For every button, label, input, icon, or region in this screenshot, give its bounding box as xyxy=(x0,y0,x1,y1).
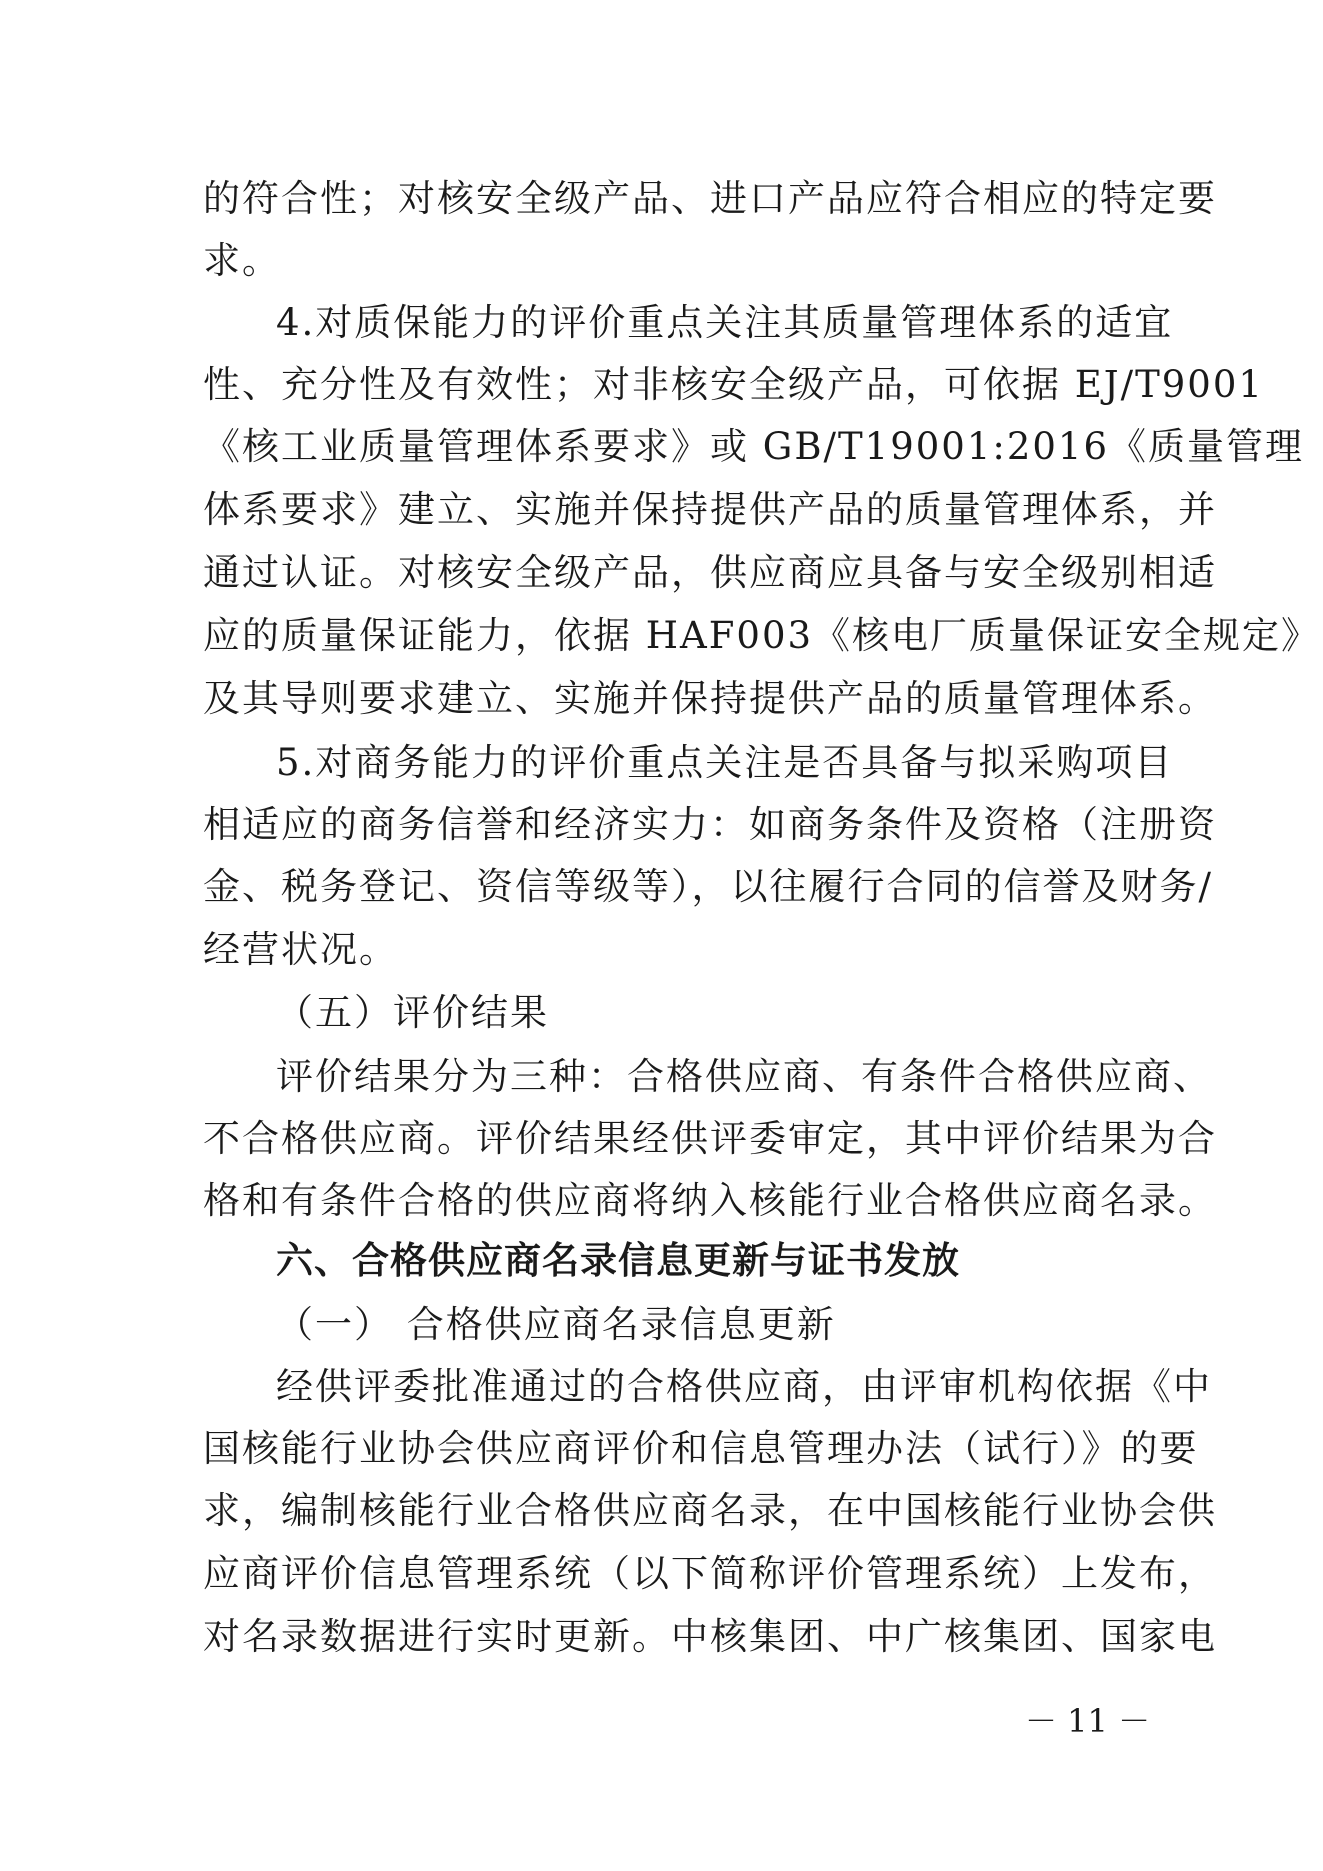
section-subheading: （一） 合格供应商名录信息更新 xyxy=(276,1303,836,1346)
section-subheading: （五）评价结果 xyxy=(276,991,549,1034)
body-text-line: 经营状况。 xyxy=(203,928,398,971)
body-text-line: 体系要求》建立、实施并保持提供产品的质量管理体系，并 xyxy=(203,488,1217,531)
paragraph-first-line: 经供评委批准通过的合格供应商，由评审机构依据《中 xyxy=(276,1365,1212,1408)
paragraph-first-line: 5.对商务能力的评价重点关注是否具备与拟采购项目 xyxy=(276,741,1174,784)
section-heading: 六、合格供应商名录信息更新与证书发放 xyxy=(276,1239,960,1282)
body-text-line: 对名录数据进行实时更新。中核集团、中广核集团、国家电 xyxy=(203,1615,1217,1658)
body-text-line: 的符合性；对核安全级产品、进口产品应符合相应的特定要 xyxy=(203,177,1217,220)
body-text-line: 性、充分性及有效性；对非核安全级产品，可依据 EJ/T9001 xyxy=(203,363,1264,406)
body-text-line: 金、税务登记、资信等级等），以往履行合同的信誉及财务/ xyxy=(203,865,1213,908)
body-text-line: 应商评价信息管理系统（以下简称评价管理系统）上发布， xyxy=(203,1552,1217,1595)
page-number: － 11 － xyxy=(1025,1702,1151,1740)
body-text-line: 及其导则要求建立、实施并保持提供产品的质量管理体系。 xyxy=(203,677,1217,720)
body-text-line: 相适应的商务信誉和经济实力：如商务条件及资格（注册资 xyxy=(203,803,1217,846)
body-text-line: 国核能行业协会供应商评价和信息管理办法（试行）》的要 xyxy=(203,1427,1199,1470)
body-text-line: 通过认证。对核安全级产品，供应商应具备与安全级别相适 xyxy=(203,551,1217,594)
body-text-line: 《核工业质量管理体系要求》或 GB/T19001:2016《质量管理 xyxy=(203,425,1304,468)
body-text-line: 求，编制核能行业合格供应商名录，在中国核能行业协会供 xyxy=(203,1489,1217,1532)
paragraph-first-line: 4.对质保能力的评价重点关注其质量管理体系的适宜 xyxy=(276,301,1174,344)
body-text-line: 应的质量保证能力，依据 HAF003《核电厂质量保证安全规定》 xyxy=(203,614,1321,657)
paragraph-first-line: 评价结果分为三种：合格供应商、有条件合格供应商、 xyxy=(276,1055,1212,1098)
body-text-line: 求。 xyxy=(203,239,281,282)
body-text-line: 格和有条件合格的供应商将纳入核能行业合格供应商名录。 xyxy=(203,1179,1217,1222)
body-text-line: 不合格供应商。评价结果经供评委审定，其中评价结果为合 xyxy=(203,1117,1217,1160)
